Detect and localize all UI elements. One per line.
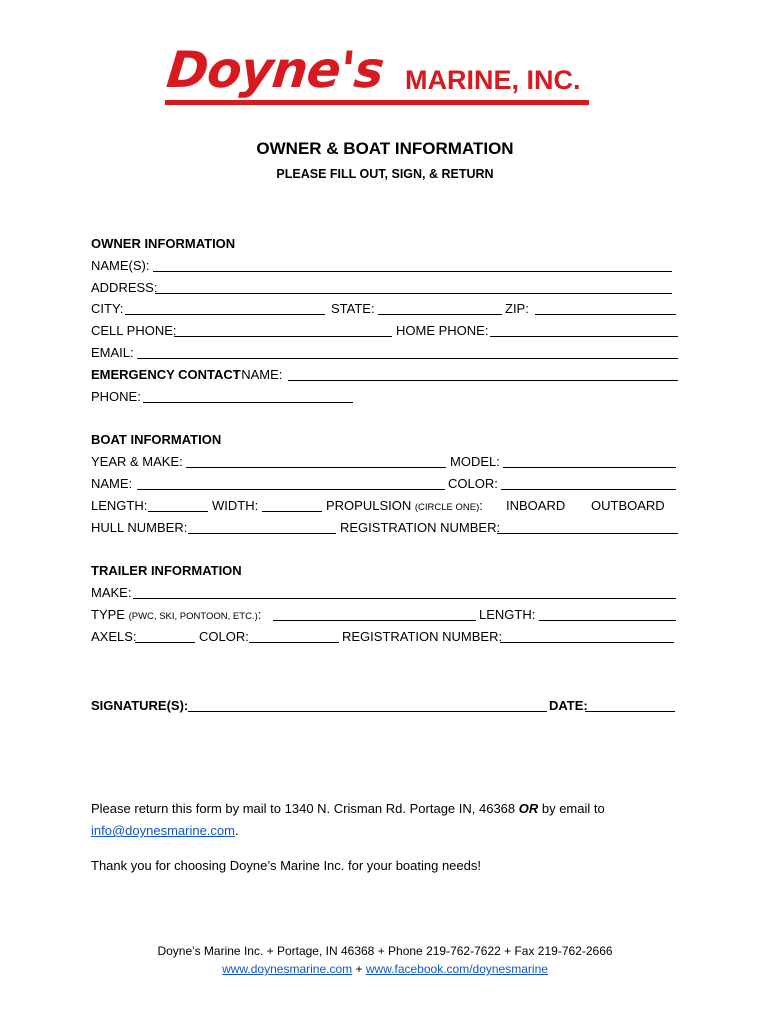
logo-underline [165, 100, 589, 105]
boat-width-label: WIDTH: [212, 498, 259, 513]
trailer-registration-field[interactable] [500, 642, 674, 643]
company-logo [163, 38, 593, 110]
or-emphasis: OR [518, 801, 539, 816]
axels-label: AXELS: [91, 629, 137, 644]
state-field[interactable] [378, 314, 502, 315]
cell-phone-label: CELL PHONE: [91, 323, 177, 338]
owner-address-row [91, 279, 681, 299]
boat-dimensions-row [91, 497, 681, 517]
emergency-name-label: : NAME: [234, 367, 283, 382]
trailer-color-field[interactable] [249, 642, 339, 643]
hull-number-label: HULL NUMBER: [91, 520, 188, 535]
city-field[interactable] [125, 314, 325, 315]
zip-label: ZIP: [505, 301, 529, 316]
axels-field[interactable] [135, 642, 195, 643]
email-field[interactable] [137, 358, 678, 359]
form-title: OWNER & BOAT INFORMATION [256, 139, 514, 158]
emergency-phone-row [91, 388, 681, 408]
names-field[interactable] [153, 271, 672, 272]
email-link[interactable]: info@doynesmarine.com [91, 823, 235, 838]
owner-heading: OWNER INFORMATION [91, 236, 236, 251]
owner-city-row [91, 300, 681, 320]
address-label: ADDRESS: [91, 280, 158, 295]
propulsion-option-inboard[interactable]: INBOARD [506, 498, 566, 513]
date-label: DATE: [549, 698, 588, 713]
cell-phone-field[interactable] [174, 336, 392, 337]
trailer-axels-row [91, 628, 681, 648]
trailer-length-label: LENGTH: [479, 607, 536, 622]
emergency-contact-label: EMERGENCY CONTACT [91, 367, 241, 382]
trailer-registration-label: REGISTRATION NUMBER: [342, 629, 503, 644]
trailer-make-label: MAKE: [91, 585, 132, 600]
date-field[interactable] [585, 711, 675, 712]
boat-heading: BOAT INFORMATION [91, 432, 222, 447]
website-link[interactable]: www.doynesmarine.com [222, 962, 353, 976]
boat-name-label: NAME: [91, 476, 133, 491]
logo-brand-text: Doyne's [163, 41, 387, 99]
boat-width-field[interactable] [262, 511, 322, 512]
boat-color-field[interactable] [501, 489, 676, 490]
form-subtitle: PLEASE FILL OUT, SIGN, & RETURN [276, 167, 494, 181]
home-phone-field[interactable] [490, 336, 678, 337]
state-label: STATE: [331, 301, 375, 316]
boat-name-field[interactable] [137, 489, 445, 490]
boat-registration-label: REGISTRATION NUMBER: [340, 520, 501, 535]
boat-registration-field[interactable] [497, 533, 678, 534]
owner-names-row [91, 257, 681, 277]
boat-length-field[interactable] [148, 511, 208, 512]
signature-label: SIGNATURE(S): [91, 698, 189, 713]
boat-year-row [91, 453, 681, 473]
footer-contact: Doyne’s Marine Inc. + Portage, IN 46368 + Phone 219-762-7622 + Fax 219-762-2666 [157, 944, 613, 958]
boat-hull-row [91, 519, 681, 539]
propulsion-option-outboard[interactable]: OUTBOARD [591, 498, 665, 513]
model-field[interactable] [503, 467, 676, 468]
trailer-make-field[interactable] [133, 598, 676, 599]
emergency-phone-label: PHONE: [91, 389, 141, 404]
emergency-phone-field[interactable] [143, 402, 353, 403]
propulsion-label: PROPULSION (CIRCLE ONE): [326, 498, 483, 513]
year-make-field[interactable] [186, 467, 446, 468]
hull-number-field[interactable] [188, 533, 336, 534]
return-instructions: Please return this form by mail to 1340 N. Crisman Rd. Portage IN, 46368 OR by email to info@doynesmarine.com. [91, 801, 605, 838]
trailer-type-label: TYPE (PWC, SKI, PONTOON, ETC.): [91, 607, 262, 622]
owner-phone-row [91, 322, 681, 342]
facebook-link[interactable]: www.facebook.com/doynesmarine [365, 962, 548, 976]
emergency-name-field[interactable] [288, 380, 678, 381]
thank-you-note: Thank you for choosing Doyne’s Marine Inc. for your boating needs! [91, 858, 481, 873]
trailer-make-row [91, 584, 681, 604]
email-label: EMAIL: [91, 345, 134, 360]
model-label: MODEL: [450, 454, 500, 469]
trailer-type-row [91, 606, 681, 626]
trailer-length-field[interactable] [539, 620, 676, 621]
boat-name-row [91, 475, 681, 495]
trailer-color-label: COLOR: [199, 629, 249, 644]
names-label: NAME(S): [91, 258, 150, 273]
zip-field[interactable] [535, 314, 676, 315]
boat-color-label: COLOR: [448, 476, 498, 491]
home-phone-label: HOME PHONE: [396, 323, 489, 338]
emergency-contact-row [91, 366, 681, 386]
year-make-label: YEAR & MAKE: [91, 454, 183, 469]
address-field[interactable] [155, 293, 672, 294]
boat-length-label: LENGTH: [91, 498, 148, 513]
city-label: CITY: [91, 301, 124, 316]
signature-field[interactable] [188, 711, 547, 712]
trailer-type-field[interactable] [273, 620, 476, 621]
trailer-heading: TRAILER INFORMATION [91, 563, 242, 578]
footer-links: www.doynesmarine.com + www.facebook.com/doynesmarine [222, 962, 548, 976]
logo-company-text: MARINE, INC. [405, 65, 581, 95]
owner-email-row [91, 344, 681, 364]
signature-row [91, 697, 681, 717]
